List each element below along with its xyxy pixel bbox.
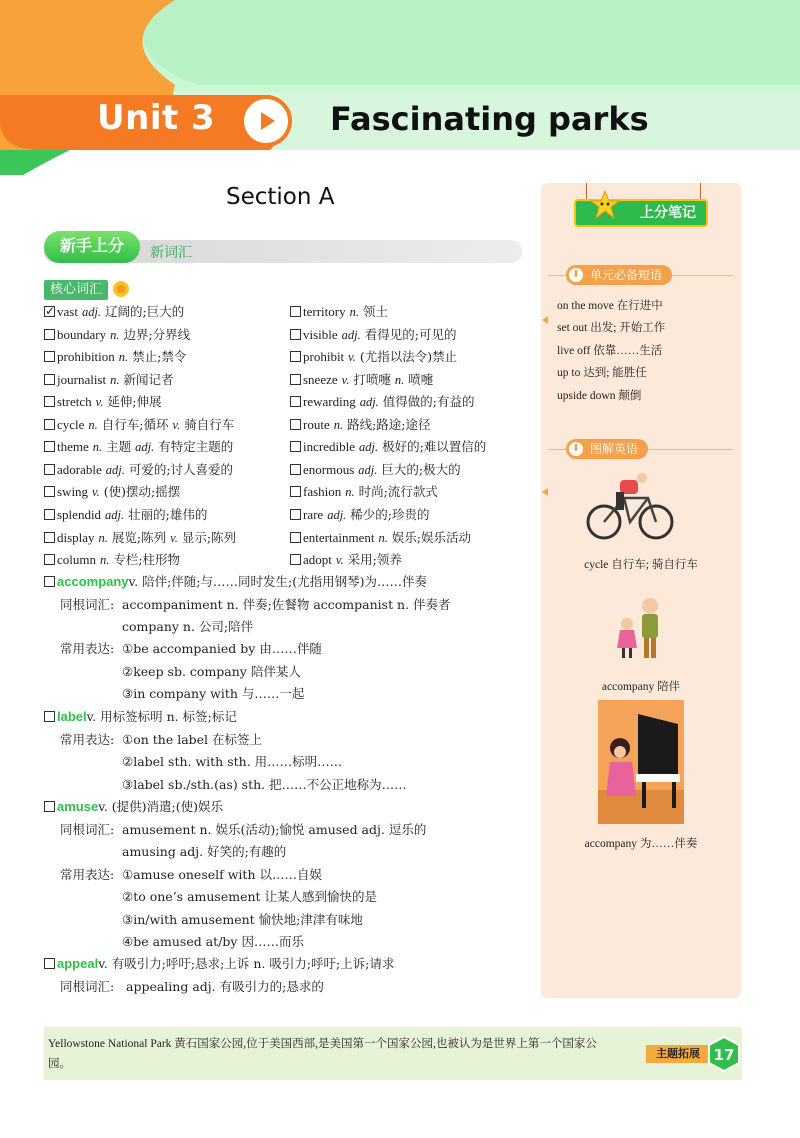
entry-appeal: appealv. 有吸引力;呼吁;恳求;上诉 n. 吸引力;呼吁;上诉;请求 (44, 955, 394, 973)
part-of-speech: v. (348, 350, 356, 365)
checkbox[interactable] (44, 306, 55, 317)
vocab-item (44, 529, 236, 547)
section-title: Section A (226, 184, 335, 210)
footer-text: Yellowstone National Park 黄石国家公园,位于美国西部,是美国第一个国家公园,也被认为是世界上第一个国家公园。 (48, 1038, 597, 1070)
definition: 领土 (362, 304, 388, 319)
core-vocab-label: 核心词汇 (44, 280, 108, 300)
part-of-speech: v. (172, 417, 181, 432)
amuse-expr-2: ②to one’s amusement 让某人感到愉快的是 (122, 889, 378, 904)
definition: 时尚;流行款式 (358, 484, 438, 500)
part-of-speech: n. (98, 530, 108, 545)
checkbox[interactable] (44, 958, 55, 969)
page-number-badge (706, 1036, 742, 1072)
part-of-speech: v. (170, 530, 178, 545)
part-of-speech: adj. (359, 395, 379, 410)
part-of-speech: n. (110, 372, 120, 387)
vocab-item (44, 461, 233, 479)
pictures-tag: ⬇ 图解英语 (566, 439, 648, 459)
definition: 巨大的;极大的 (381, 461, 461, 477)
vocab-word: prohibition (57, 349, 115, 365)
definition: 主题 (106, 439, 132, 455)
part-of-speech: v. (341, 372, 350, 387)
label-expr-label: 常用表达: (60, 732, 115, 747)
vocab-word: display (57, 529, 95, 545)
definition: 看得见的;可见的 (364, 326, 457, 342)
part-of-speech: n. (118, 350, 129, 365)
accompany-related-2: company n. 公司;陪伴 (122, 619, 254, 634)
header-background (0, 0, 800, 175)
accompany-related-label: 同根词汇: (60, 597, 115, 612)
entry-accompany: accompanyv. 陪伴;伴随;与……同时发生;(尤指用钢琴)为……伴奏 (44, 573, 427, 591)
vocab-word: incredible (303, 439, 355, 455)
vocab-word: rare (303, 506, 324, 522)
definition: (使)摆动;摇摆 (103, 484, 181, 500)
amuse-related-label: 同根词汇: (60, 822, 115, 837)
definition: 壮丽的;雄伟的 (128, 506, 208, 522)
part-of-speech: v. (335, 553, 344, 568)
definition: 有特定主题的 (158, 439, 234, 455)
caption-cycle: cycle 自行车; 骑自行车 (584, 559, 698, 571)
play-icon (240, 95, 292, 147)
vocab-word: visible (303, 326, 338, 342)
checkbox[interactable] (290, 532, 301, 543)
label-expr-1: ①on the label 在标签上 (122, 732, 263, 747)
checkbox[interactable] (44, 532, 55, 543)
checkbox[interactable] (44, 509, 55, 520)
checkbox[interactable] (44, 801, 55, 812)
checkbox[interactable] (290, 509, 301, 520)
download-icon: ⬇ (569, 268, 583, 282)
sun-icon (112, 280, 130, 298)
vocab-item (44, 483, 180, 501)
pointer-icon (542, 488, 548, 496)
vocab-word: rewarding (303, 394, 356, 410)
vocab-item (290, 529, 471, 547)
vocab-word: territory (303, 304, 346, 319)
vocab-word: entertainment (303, 529, 375, 545)
amuse-related-2: amusing adj. 好笑的;有趣的 (122, 844, 287, 859)
checkbox[interactable] (290, 329, 301, 340)
part-of-speech: n. (345, 485, 355, 500)
definition: 可爱的;讨人喜爱的 (128, 461, 234, 477)
checkbox[interactable] (290, 396, 301, 407)
vocab-item (290, 371, 433, 389)
accompany-illustration (610, 596, 670, 662)
unit-number: Unit 3 (97, 98, 216, 138)
checkbox[interactable] (44, 396, 55, 407)
vocab-item (44, 303, 184, 321)
definition: 显示;陈列 (181, 529, 237, 545)
checkbox[interactable] (44, 374, 55, 385)
amuse-expr-1: ①amuse oneself with 以……自娱 (122, 867, 322, 882)
checkbox[interactable] (290, 374, 301, 385)
checkbox[interactable] (290, 464, 301, 475)
vocab-word: theme (57, 439, 89, 455)
definition: 自行车;循环 (101, 416, 169, 432)
part-of-speech: adj. (358, 462, 378, 477)
vocab-item (290, 416, 431, 434)
label-expr-2: ②label sth. with sth. 用……标明…… (122, 754, 343, 769)
vocab-item (290, 483, 438, 501)
vocab-item (290, 461, 461, 479)
part-of-speech: n. (333, 417, 344, 432)
definition: 喷嚏 (408, 371, 434, 387)
definition: 专栏;柱形物 (113, 552, 181, 568)
page-number: 17 (713, 1046, 735, 1064)
vocab-word: vast (57, 304, 78, 319)
checkbox[interactable] (44, 576, 55, 587)
vocab-word: boundary (57, 326, 107, 342)
definition: 打喷嚏 (353, 371, 391, 387)
appeal-related-1: appealing adj. 有吸引力的;恳求的 (126, 979, 324, 994)
vocab-item (44, 506, 207, 524)
caption-piano: accompany 为……伴奏 (584, 838, 698, 850)
appeal-related-label: 同根词汇: (60, 979, 115, 994)
accompany-expr-3: ③in company with 与……一起 (122, 686, 305, 701)
entry-amuse: amusev. (提供)消遣;(使)娱乐 (44, 798, 223, 816)
part-of-speech: n. (378, 530, 388, 545)
vocab-item (290, 326, 456, 344)
definition: 骑自行车 (184, 416, 235, 432)
accompany-expr-label: 常用表达: (60, 641, 115, 656)
pointer-icon (542, 316, 548, 324)
amuse-expr-4: ④be amused at/by 因……而乐 (122, 934, 304, 949)
part-of-speech: adj. (105, 507, 125, 522)
part-of-speech: n. (92, 440, 103, 455)
vocab-item (44, 371, 173, 389)
checkbox[interactable] (290, 554, 301, 565)
phrase-item: up to 达到; 能胜任 (557, 367, 647, 379)
checkbox[interactable] (44, 441, 55, 452)
vocab-item (44, 326, 190, 344)
vocab-item (44, 551, 180, 569)
part-of-speech: v. (95, 395, 104, 410)
definition: 辽阔的;巨大的 (105, 304, 185, 319)
checkbox[interactable] (290, 419, 301, 430)
checkbox[interactable] (290, 486, 301, 497)
checkbox[interactable] (44, 554, 55, 565)
checkbox[interactable] (290, 441, 301, 452)
part-of-speech: n. (394, 372, 405, 387)
checkbox[interactable] (44, 464, 55, 475)
vocab-word: stretch (57, 394, 92, 410)
vocab-item (290, 348, 457, 366)
banner-sub: 新词汇 (150, 245, 192, 261)
notes-title: 上分笔记 (574, 199, 708, 227)
piano-illustration (598, 700, 684, 824)
checkbox[interactable] (44, 329, 55, 340)
caption-accompany: accompany 陪伴 (601, 681, 681, 693)
vocab-word: fashion (303, 484, 342, 500)
vocab-word: journalist (57, 371, 107, 387)
definition: 稀少的;珍贵的 (350, 506, 430, 522)
checkbox[interactable] (290, 306, 301, 317)
phrase-item: live off 依靠……生活 (557, 345, 663, 357)
vocab-word: column (57, 552, 96, 568)
entry-label: labelv. 用标签标明 n. 标签;标记 (44, 708, 237, 726)
vocab-item (290, 303, 388, 321)
part-of-speech: v. (92, 485, 100, 500)
vocab-word: cycle (57, 416, 85, 432)
definition: 娱乐;娱乐活动 (391, 529, 472, 545)
amuse-expr-3: ③in/with amusement 愉快地;津津有味地 (122, 912, 363, 927)
vocab-item (290, 551, 402, 569)
vocab-item (44, 416, 234, 434)
star-icon (590, 190, 620, 220)
definition: 极好的;难以置信的 (382, 439, 487, 455)
part-of-speech: adj. (81, 305, 102, 319)
part-of-speech: n. (99, 553, 110, 568)
vocab-item (44, 393, 162, 411)
part-of-speech: adj. (341, 327, 361, 342)
vocab-word: prohibit (303, 349, 345, 365)
part-of-speech: n. (110, 327, 120, 342)
cyclist-illustration (586, 468, 676, 544)
accompany-related-1: accompaniment n. 伴奏;佐餐物 accompanist n. 伴奏者 (122, 597, 451, 612)
download-icon: ⬇ (569, 442, 583, 456)
accompany-expr-2: ②keep sb. company 陪伴某人 (122, 664, 301, 679)
vocab-word: sneeze (303, 371, 338, 387)
definition: 展览;陈列 (111, 529, 167, 545)
definition: 新闻记者 (123, 371, 174, 387)
topic-tag: 主题拓展 (646, 1045, 710, 1063)
checkbox[interactable] (290, 351, 301, 362)
amuse-expr-label: 常用表达: (60, 867, 115, 882)
definition: (尤指以法令)禁止 (359, 349, 458, 365)
label-expr-3: ③label sb./sth.(as) sth. 把……不公正地称为…… (122, 777, 407, 792)
definition: 边界;分界线 (123, 326, 191, 342)
part-of-speech: adj. (327, 507, 347, 522)
definition: 采用;领养 (347, 552, 402, 568)
part-of-speech: adj. (358, 440, 379, 455)
vocab-item (290, 393, 475, 411)
vocab-item (44, 348, 186, 366)
phrase-item: upside down 颠倒 (557, 390, 642, 402)
banner-main: 新手上分 (44, 231, 140, 263)
amuse-related-1: amusement n. 娱乐(活动);愉悦 amused adj. 逗乐的 (122, 822, 427, 837)
part-of-speech: adj. (105, 462, 125, 477)
vocab-item (290, 438, 486, 456)
vocab-word: adopt (303, 552, 332, 568)
unit-title: Fascinating parks (330, 100, 649, 138)
vocab-word: swing (57, 484, 89, 500)
phrases-tag: ⬇ 单元必备短语 (566, 265, 672, 285)
vocab-word: route (303, 416, 330, 432)
vocab-item (44, 438, 233, 456)
definition: 路线;路途;途径 (347, 416, 431, 432)
part-of-speech: n. (88, 417, 98, 432)
checkbox[interactable] (44, 419, 55, 430)
accompany-expr-1: ①be accompanied by 由……伴随 (122, 641, 322, 656)
vocab-item (290, 506, 430, 524)
definition: 延伸;伸展 (107, 394, 162, 410)
definition: 值得做的;有益的 (382, 394, 475, 410)
vocab-word: enormous (303, 461, 355, 477)
checkbox[interactable] (44, 486, 55, 497)
phrase-item: set out 出发; 开始工作 (557, 322, 666, 334)
checkbox[interactable] (44, 351, 55, 362)
vocab-word: adorable (57, 461, 102, 477)
phrase-item: on the move 在行进中 (557, 300, 663, 312)
vocab-word: splendid (57, 506, 102, 522)
checkbox[interactable] (44, 711, 55, 722)
part-of-speech: n. (349, 305, 359, 319)
definition: 禁止;禁令 (132, 349, 187, 365)
part-of-speech: adj. (135, 440, 155, 455)
